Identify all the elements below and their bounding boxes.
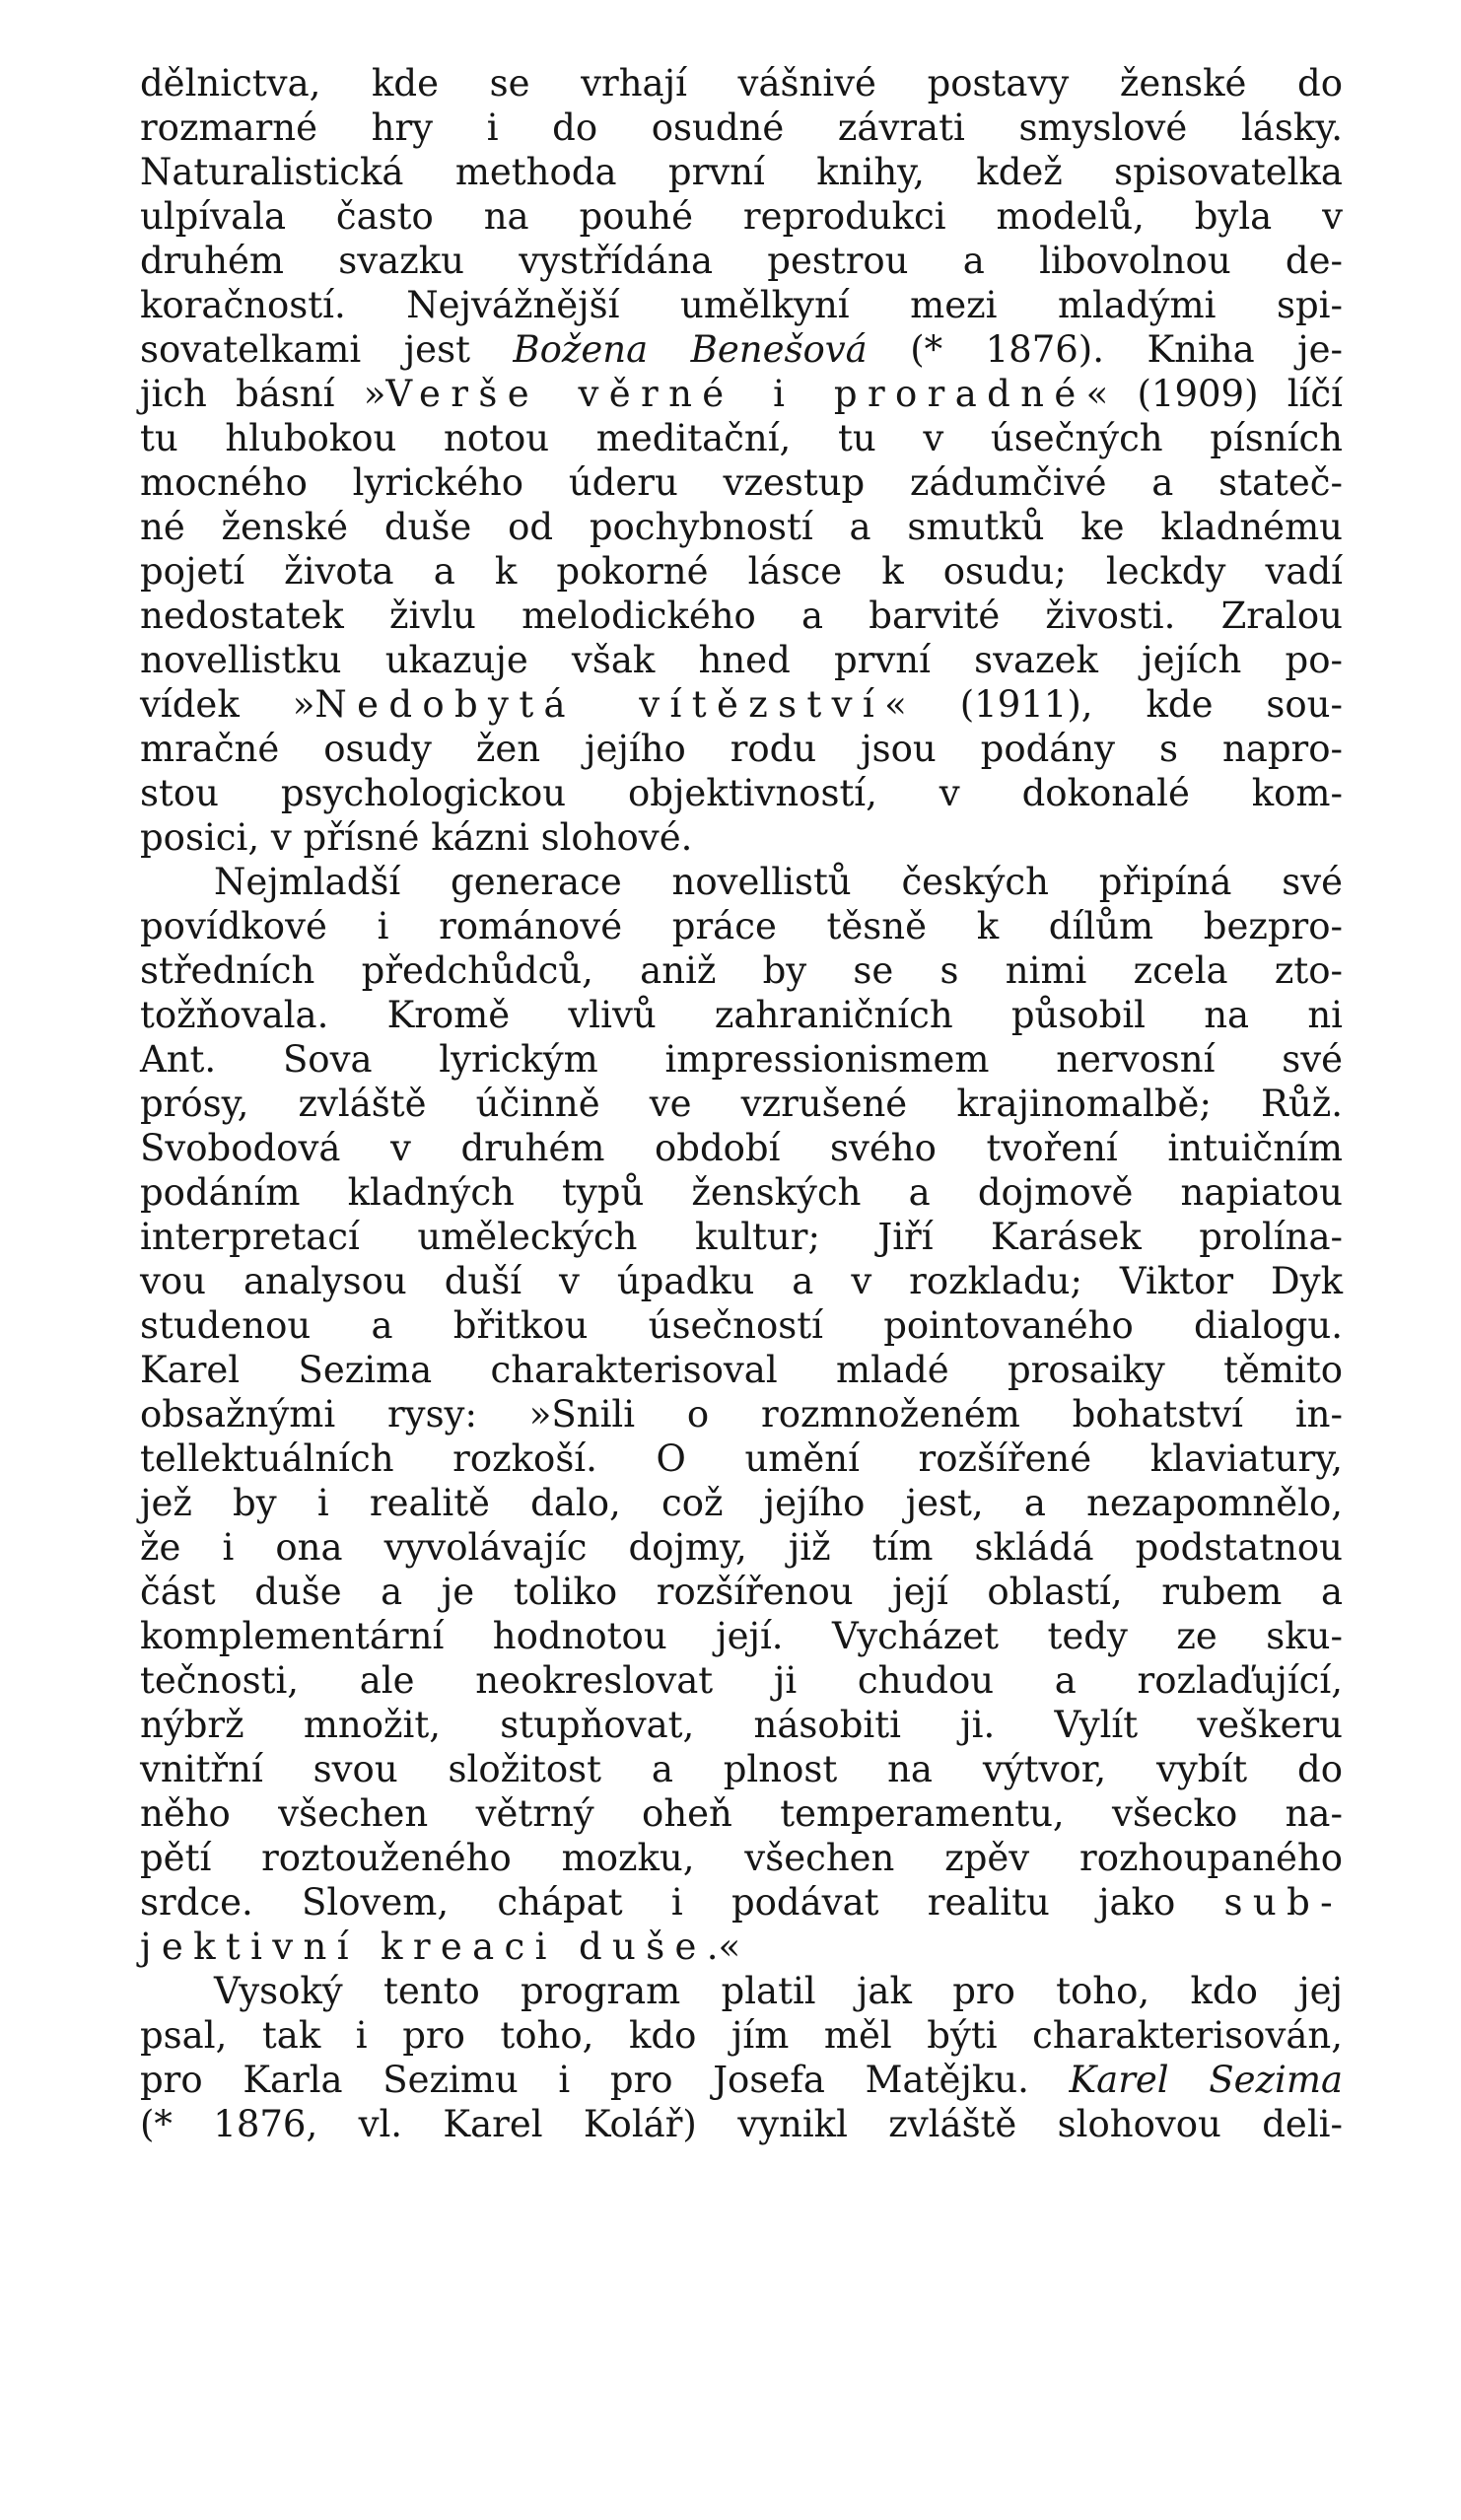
text-line: obsažnými rysy: »Snili o rozmnoženém bohatství in-: [140, 1393, 1343, 1435]
text-line: stou psychologickou objektivností, v dokonalé kom-: [140, 772, 1343, 814]
text-line: posici, v přísné kázni slohové.: [140, 816, 693, 859]
text-line: rozmarné hry i do osudné závrati smyslové lásky.: [140, 106, 1343, 149]
book-title: Verše věrné i proradné: [385, 373, 1086, 415]
emphasized-phrase: jektivní kreaci duše: [140, 1925, 707, 1968]
text-line: vou analysou duší v úpadku a v rozkladu; Viktor Dyk: [140, 1260, 1343, 1302]
text-line: že i ona vyvolávajíc dojmy, již tím skládá podstatnou: [140, 1526, 1343, 1569]
text-run: srdce. Slovem, chápat i podávat realitu jako: [140, 1881, 1224, 1924]
text-line: [140, 2058, 1343, 2102]
text-line: pětí roztouženého mozku, všechen zpěv rozhoupaného: [140, 1837, 1343, 1879]
paragraph-1: [140, 61, 1343, 860]
text-line: [140, 327, 1343, 372]
text-line: dělnictva, kde se vrhají vášnivé postavy ženské do: [140, 62, 1343, 105]
text-run: (* 1876). Kniha je-: [867, 328, 1343, 371]
text-line: Karel Sezima charakterisoval mladé prosaiky těmito: [140, 1349, 1343, 1391]
text-line: né ženské duše od pochybností a smutků ke kladnému: [140, 506, 1343, 548]
document-page: [140, 61, 1343, 2146]
text-run: sovatelkami jest: [140, 328, 514, 371]
text-line: mocného lyrického úderu vzestup zádumčivé a stateč-: [140, 461, 1343, 504]
paragraph-2: [140, 860, 1343, 1969]
text-line: tečnosti, ale neokreslovat ji chudou a rozlaďující,: [140, 1659, 1343, 1702]
author-name: Božena Benešová: [513, 328, 868, 371]
text-run: .«: [706, 1925, 741, 1968]
text-line: Svobodová v druhém období svého tvoření intuičním: [140, 1127, 1343, 1169]
text-line: pojetí života a k pokorné lásce k osudu; leckdy vadí: [140, 550, 1343, 593]
text-line: [140, 1880, 1343, 1925]
text-line: (* 1876, vl. Karel Kolář) vynikl zvláště slohovou deli-: [140, 2103, 1343, 2145]
text-line: nedostatek živlu melodického a barvité živosti. Zralou: [140, 595, 1343, 637]
text-run: jich básní »: [140, 373, 386, 415]
text-line: středních předchůdců, aniž by se s nimi zcela zto-: [140, 949, 1343, 992]
text-line: Ant. Sova lyrickým impressionismem nervosní své: [140, 1038, 1343, 1081]
text-run: « (1911), kde sou-: [884, 683, 1344, 726]
text-line: Nejmladší generace novellistů českých připíná své: [214, 861, 1343, 903]
text-line: studenou a břitkou úsečností pointovaného dialogu.: [140, 1304, 1343, 1347]
text-line: koračností. Nejvážnější umělkyní mezi mladými spi-: [140, 284, 1343, 326]
book-title: Nedobytá vítězství: [314, 683, 885, 726]
paragraph-3: [140, 1969, 1343, 2146]
text-line: ulpívala často na pouhé reprodukci modelů, byla v: [140, 195, 1343, 238]
text-line: povídkové i románové práce těsně k dílům bezpro-: [140, 905, 1343, 947]
text-run: pro Karla Sezimu i pro Josefa Matějku.: [140, 2059, 1070, 2101]
text-line: podáním kladných typů ženských a dojmově napiatou: [140, 1171, 1343, 1214]
text-line: nýbrž množit, stupňovat, násobiti ji. Vylít veškeru: [140, 1704, 1343, 1746]
text-line: tožňovala. Kromě vlivů zahraničních působil na ni: [140, 994, 1343, 1036]
text-line: psal, tak i pro toho, kdo jím měl býti charakterisován,: [140, 2014, 1343, 2057]
text-line: tellektuálních rozkoší. O umění rozšířené klaviatury,: [140, 1437, 1343, 1480]
text-line: vnitřní svou složitost a plnost na výtvor, vybít do: [140, 1748, 1343, 1790]
text-line: [140, 682, 1343, 727]
text-line: prósy, zvláště účinně ve vzrušené krajinomalbě; Růž.: [140, 1083, 1343, 1125]
text-line: [140, 1925, 1343, 1969]
text-line: jež by i realitě dalo, což jejího jest, a nezapomnělo,: [140, 1482, 1343, 1524]
author-name: Karel Sezima: [1069, 2059, 1343, 2101]
emphasized-phrase: sub-: [1223, 1881, 1343, 1924]
text-run: « (1909) líčí: [1085, 373, 1343, 415]
text-run: vídek »: [140, 683, 315, 726]
text-line: část duše a je toliko rozšířenou její oblastí, rubem a: [140, 1571, 1343, 1613]
text-line: [140, 372, 1343, 416]
text-line: něho všechen větrný oheň temperamentu, všecko na-: [140, 1792, 1343, 1835]
text-line: druhém svazku vystřídána pestrou a libovolnou de-: [140, 240, 1343, 282]
text-line: Naturalistická methoda první knihy, kdež spisovatelka: [140, 151, 1343, 193]
text-line: novellistku ukazuje však hned první svazek jejích po-: [140, 639, 1343, 681]
text-line: interpretací uměleckých kultur; Jiří Karásek prolína-: [140, 1216, 1343, 1258]
text-line: Vysoký tento program platil jak pro toho, kdo jej: [214, 1970, 1343, 2012]
text-line: mračné osudy žen jejího rodu jsou podány s napro-: [140, 728, 1343, 770]
text-line: komplementární hodnotou její. Vycházet tedy ze sku-: [140, 1615, 1343, 1657]
text-line: tu hlubokou notou meditační, tu v úsečných písních: [140, 417, 1343, 459]
